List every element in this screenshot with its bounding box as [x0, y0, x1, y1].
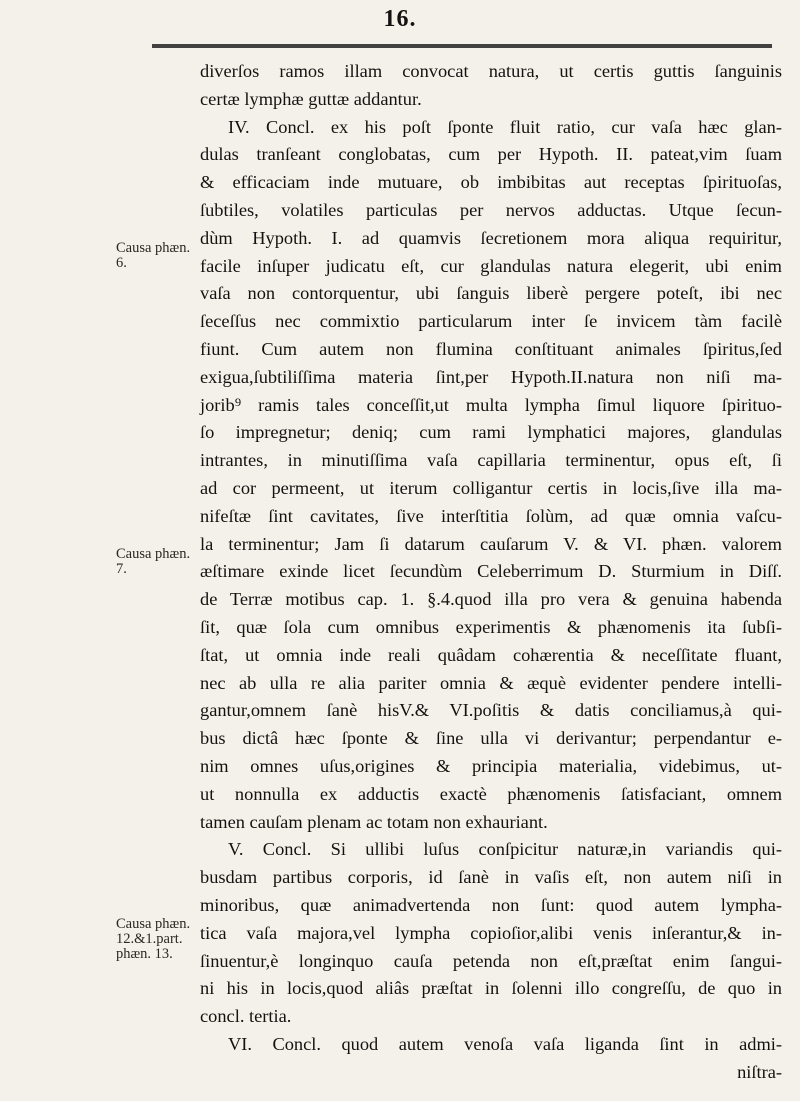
text-line: facile inſuper judicatu eſt, cur glandulas natura elegerit, ubi enim — [200, 255, 782, 276]
text-line: minoribus, quæ animadvertenda non ſunt: quod autem lympha- — [200, 894, 782, 915]
text-line: la terminentur; Jam ſi datarum cauſarum V. & VI. phæn. valorem — [200, 533, 782, 554]
text-line: IV. Concl. ex his poſt ſponte fluit ratio, cur vaſa hæc glan- — [228, 116, 782, 137]
text-line: intrantes, in minutiſſima vaſa capillaria terminentur, opus eſt, ſi — [200, 450, 782, 471]
text-line: nim omnes uſus,origines & principia materialia, videbimus, ut- — [200, 755, 782, 776]
text-line: ſinuentur,è longinquo cauſa petenda non eſt,præſtat enim ſangui- — [200, 950, 782, 971]
margin-note: Causa phæn. 7. — [116, 546, 191, 577]
text-line: jorib⁹ ramis tales conceſſit,ut multa lympha ſimul liquore ſpirituo- — [200, 394, 782, 415]
margin-note: Causa phæn. 6. — [116, 240, 191, 271]
text-line: & efficaciam inde mutuare, ob imbibitas aut receptas ſpirituoſas, — [200, 172, 782, 193]
body-text — [200, 58, 782, 1086]
text-line: gantur,omnem ſanè hisV.& VI.poſitis & datis conciliamus,à qui- — [200, 700, 782, 721]
page-number: 16. — [383, 6, 417, 32]
text-line: ni his in locis,quod aliâs præſtat in ſolenni illo congreſſu, de quo in — [200, 978, 782, 999]
text-line: ſtat, ut omnia inde reali quâdam cohærentia & neceſſitate fluant, — [200, 644, 782, 665]
text-line: dùm Hypoth. I. ad quamvis ſecretionem mora aliqua requiritur, — [200, 227, 782, 248]
text-line: nifeſtæ ſint cavitates, ſive interſtitia ſolùm, ad quæ omnia vaſcu- — [200, 505, 782, 526]
text-line: dulas tranſeant conglobatas, cum per Hypoth. II. pateat,vim ſuam — [200, 144, 782, 165]
text-line: diverſos ramos illam convocat natura, ut certis guttis ſanguinis — [200, 61, 782, 81]
text-line: tamen cauſam plenam ac totam non exhauriant. — [200, 811, 548, 832]
text-line: ad cor permeent, ut iterum colligantur certis in locis,ſive illa ma- — [200, 477, 782, 498]
margin-note: Causa phæn. 12.&1.part. phæn. 13. — [116, 916, 191, 962]
text-line: æſtimare exinde licet ſecundùm Celeberrimum D. Sturmium in Diſſ. — [200, 561, 782, 582]
text-line: ſubtiles, volatiles particulas per nervos adductas. Utque ſecun- — [200, 199, 782, 220]
text-line: vaſa non contorquentur, ubi ſanguis liberè pergere poteſt, ibi nec — [200, 283, 782, 304]
text-line: bus dictâ hæc ſponte & ſine ulla vi derivantur; perpendantur e- — [200, 728, 782, 749]
header-rule — [152, 44, 772, 48]
text-line: ſit, quæ ſola cum omnibus experimentis & phænomenis ita ſubſi- — [200, 616, 782, 637]
text-line: busdam partibus corporis, id ſanè in vaſis eſt, non autem niſi in — [200, 867, 782, 888]
text-line: niſtra- — [737, 1061, 782, 1082]
text-line: concl. tertia. — [200, 1006, 292, 1027]
text-line: nec ab ulla re alia pariter omnia & æquè evidenter pendere intelli- — [200, 672, 782, 693]
text-line: ut nonnulla ex adductis exactè phænomenis ſatisfaciant, omnem — [200, 783, 782, 804]
text-line: ſo impregnetur; deniq; cum rami lymphatici majores, glandulas — [200, 422, 782, 443]
text-line: tica vaſa majora,vel lympha copioſior,alibi venis inſerantur,& in- — [200, 922, 782, 943]
text-line: VI. Concl. quod autem venoſa vaſa liganda ſint in admi- — [228, 1033, 782, 1054]
text-line: fiunt. Cum autem non flumina conſtituant animales ſpiritus,ſed — [200, 338, 782, 359]
text-line: V. Concl. Si ullibi luſus conſpicitur naturæ,in variandis qui- — [228, 839, 782, 860]
text-line: certæ lymphæ guttæ addantur. — [200, 88, 422, 109]
text-line: de Terræ motibus cap. 1. §.4.quod illa pro vera & genuina habenda — [200, 589, 782, 610]
text-line: ſeceſſus nec commixtio particularum inter ſe invicem tàm facilè — [200, 311, 782, 332]
text-line: exigua,ſubtiliſſima materia ſint,per Hypoth.II.natura non niſi ma- — [200, 366, 782, 387]
